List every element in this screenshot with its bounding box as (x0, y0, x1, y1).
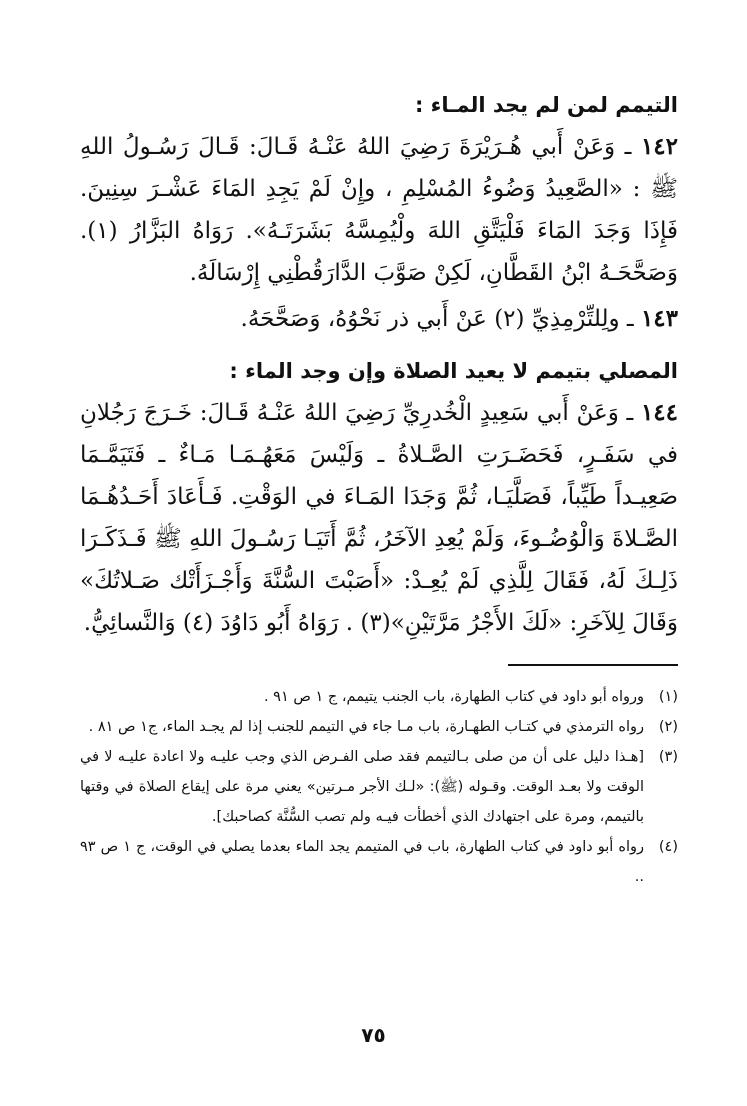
hadith-number: ١٤٤ (640, 399, 678, 426)
footnote-1 (80, 682, 678, 712)
footnote-number: (٤) (658, 839, 678, 855)
section-heading-tayammum: التيمم لمن لم يجد المـاء : (414, 93, 678, 117)
footnote-4 (80, 832, 678, 892)
footnote-divider (508, 664, 678, 666)
footnote-number: (١) (658, 689, 678, 705)
footnote-number: (٢) (658, 719, 678, 735)
footnote-text: [هـذا دليل على أن من صلى بـالتيمم فقد صلى الفـرض الذي وجب عليـه ولا اعادة عليـه لا في الوقت ولا بعـد الوقت. وقـوله (ﷺ): «لـك الأجر مـرتين» يعني مرة على إيقاع الصلاة في وقتها بالتيمم، ومرة على اجتهادك الذي أخطأت فيـه ولم تصب السُّنَّة كصاحبك]. (80, 749, 644, 825)
page-number: ٧٥ (361, 1023, 386, 1047)
hadith-text: ـ وَعَنْ أَبي هُـرَيْرَةَ رَضِيَ اللهُ عَنْـهُ قَـالَ: قَـالَ رَسُـولُ اللهِ ﷺ : «الصَّعِيدُ وَضُوءُ المُسْلِمِ ، وإِنْ لَمْ يَجِدِ المَاءَ عَشْـرَ سِنِينَ. فَإِذَا وَجَدَ المَاءَ فَلْيَتَّقِ اللهَ ولْيُمِسَّهُ بَشَرَتَـهُ». رَوَاهُ البَزَّارُ (١). وَصَحَّحَـهُ ابْنُ القَطَّانِ، لَكِنْ صَوَّبَ الدَّارَقُطْنِي إِرْسَالَهُ. (80, 134, 678, 286)
footnote-text: رواه أبو داود في كتاب الطهارة، باب في المتيمم يجد الماء بعدما يصلي في الوقت، ج ١ ص ٩٣ .. (80, 839, 645, 885)
footnote-3 (80, 742, 678, 832)
hadith-142 (80, 126, 678, 294)
footnotes (80, 682, 678, 892)
footnote-number: (٣) (658, 749, 678, 765)
footnote-text: رواه الترمذي في كتـاب الطهـارة، باب مـا جاء في التيمم للجنب إذا لم يجـد الماء، ج١ ص ٨١ . (88, 719, 644, 735)
hadith-number: ١٤٢ (640, 133, 678, 160)
section-heading-no-repeat: المصلي بتيمم لا يعيد الصلاة وإن وجد الماء : (229, 359, 678, 383)
document-page (80, 88, 678, 892)
hadith-text: ـ ولِلتِّرْمِذِيِّ (٢) عَنْ أَبي ذر نَحْوُهُ، وَصَحَّحَهُ. (240, 306, 634, 332)
hadith-144 (80, 392, 678, 644)
hadith-text: ـ وَعَنْ أَبي سَعِيدٍ الْخُدرِيِّ رَضِيَ اللهُ عَنْـهُ قَـالَ: خَـرَجَ رَجُلانِ في سَفَـرٍ، فَحَضَـرَتِ الصَّـلاةُ ـ وَلَيْسَ مَعَهُـمَـا مَـاءٌ ـ فَتَيَمَّـمَا صَعِيـداً طَيِّباً، فَصَلَّيَـا، ثُمَّ وَجَدَا المَـاءَ في الوَقْتِ. فَـأَعَادَ أَحَـدُهُـمَا الصَّـلاةَ وَالْوُضُـوءَ، وَلَمْ يُعِدِ الآخَرُ، ثُمَّ أَتَيَـا رَسُـولَ اللهِ ﷺ فَـذَكَـرَا ذَلِـكَ لَهُ، فَقَالَ لِلَّذِي لَمْ يُعِـدْ: «أَصَبْتَ السُّنَّةَ وَأَجْـزَأَتْك صَـلاتُكَ» وَقَالَ لِلآخَرِ: «لَكَ الأَجْرُ مَرَّتَيْنِ»(٣) . رَوَاهُ أَبُو دَاوُدَ (٤) وَالنَّسائِيُّ. (80, 400, 678, 636)
hadith-143 (80, 298, 678, 340)
footnote-2 (80, 712, 678, 742)
hadith-number: ١٤٣ (640, 305, 678, 332)
footnote-text: ورواه أبو داود في كتاب الطهارة، باب الجنب يتيمم، ج ١ ص ٩١ . (263, 689, 644, 705)
